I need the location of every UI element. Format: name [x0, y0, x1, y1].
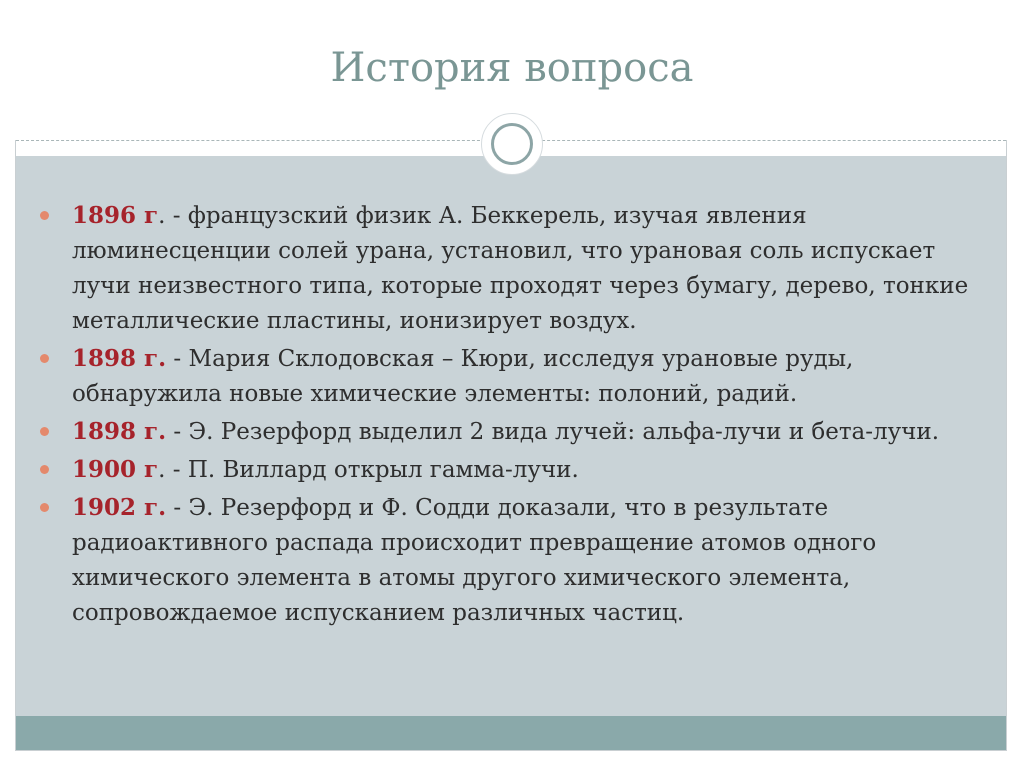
list-item: [38, 341, 988, 412]
item-year: 1898 г.: [72, 418, 167, 445]
item-year: 1902 г.: [72, 494, 167, 521]
bullet-icon: [40, 503, 49, 512]
item-text: . - П. Виллард открыл гамма-лучи.: [158, 457, 579, 483]
list-item: [38, 198, 988, 339]
list-item: [38, 452, 988, 488]
bullet-icon: [40, 427, 49, 436]
slide-title: История вопроса: [330, 45, 694, 91]
item-text: . - французский физик А. Беккерель, изучая явления люминесценции солей урана, установил, что урановая соль испускает лучи неизвестного типа, которые проходят через бумагу, дерево, тонкие металлические пластины, ионизирует воздух.: [72, 203, 969, 334]
item-year: 1896 г: [72, 202, 159, 229]
content-body: [38, 198, 988, 633]
divider-ring-icon: [491, 123, 533, 165]
footer-band: [16, 716, 1006, 750]
item-text: - Мария Склодовская – Кюри, исследуя урановые руды, обнаружила новые химические элементы: полоний, радий.: [72, 346, 854, 407]
list-item: [38, 490, 988, 631]
item-text: - Э. Резерфорд выделил 2 вида лучей: альфа-лучи и бета-лучи.: [166, 419, 940, 445]
list-item: [38, 414, 988, 450]
bullet-icon: [40, 465, 49, 474]
bullet-icon: [40, 354, 49, 363]
bullet-icon: [40, 211, 49, 220]
history-list: [38, 198, 988, 631]
item-year: 1898 г.: [72, 345, 167, 372]
item-year: 1900 г: [72, 456, 159, 483]
item-text: - Э. Резерфорд и Ф. Содди доказали, что в результате радиоактивного распада происходит превращение атомов одного химического элемента в атомы другого химического элемента, сопровождаемое испусканием различных частиц.: [72, 495, 877, 626]
